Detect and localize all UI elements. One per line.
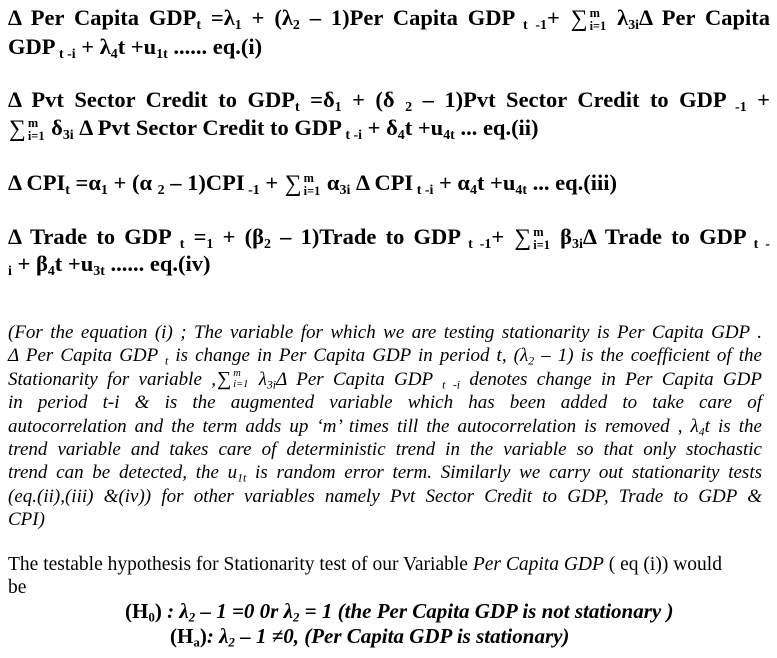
text-run: + (δ — [341, 87, 406, 112]
text-run: Δ Pvt Sector Credit to GDP — [73, 115, 342, 140]
explanation-paragraph — [8, 321, 762, 532]
subscript: 1 — [206, 236, 214, 252]
summation — [285, 172, 321, 198]
text-run: Δ Per Capita GDP — [8, 345, 165, 367]
text-run: (eq.(ii),(iii) &(iv)) for other variables namely Pvt Sector Credit to GDP, Trade to GDP & — [8, 485, 762, 507]
subscript: t — [294, 99, 300, 115]
summation-lower-limit: i=1 — [533, 237, 550, 252]
subscript: t — [179, 236, 185, 252]
summation-upper-limit: m — [303, 170, 314, 185]
explanation-line — [8, 485, 762, 508]
text-run: ... eq.(iii) — [527, 170, 618, 195]
equation-ii-line-1 — [8, 86, 770, 114]
text-run: ...... eq.(iv) — [104, 251, 211, 276]
text-run: denotes change in Per Capita GDP — [460, 368, 762, 390]
equation-i-line-1 — [8, 4, 770, 33]
subscript: 2 — [292, 17, 300, 33]
summation — [217, 369, 248, 391]
subscript: 1 — [334, 99, 342, 115]
text-run: is change in Per Capita GDP in period t, (λ — [168, 345, 529, 367]
text-run: t +u — [476, 170, 516, 195]
text-run: + — [547, 5, 570, 30]
text-run: Δ Pvt Sector Credit to GDP — [8, 87, 295, 112]
subscript: 3i — [266, 378, 277, 392]
summation-upper-limit: m — [233, 368, 241, 380]
text-run: δ — [45, 115, 63, 140]
subscript: t -i — [55, 46, 76, 62]
summation-symbol: ∑ — [284, 171, 302, 198]
summation-lower-limit: i=1 — [233, 379, 249, 391]
text-run: + (α — [107, 170, 158, 195]
alternative-hypothesis — [170, 624, 569, 649]
subscript: i — [8, 263, 12, 279]
subscript: -1 — [244, 182, 260, 198]
summation-symbol: ∑ — [216, 368, 232, 391]
summation-limits — [533, 226, 550, 252]
text-run: Δ Per Capita — [639, 5, 770, 30]
subscript: 2 — [292, 609, 300, 625]
text-run: =λ — [201, 5, 235, 30]
subscript: 3i — [628, 17, 640, 33]
summation-symbol: ∑ — [514, 225, 532, 252]
equation-i-line-2 — [8, 33, 770, 61]
text-run: – 1)CPI — [164, 170, 245, 195]
text-run: is random error term. Similarly we carry out stationarity tests — [246, 462, 762, 484]
text-run: be — [8, 577, 27, 598]
upright-text-run: ) — [154, 599, 162, 623]
subscript: 1t — [237, 471, 247, 485]
summation-upper-limit: m — [533, 224, 544, 239]
text-run: t +u — [117, 34, 157, 59]
subscript: 1t — [156, 46, 168, 62]
text-run: Δ Trade to GDP — [582, 224, 747, 249]
summation-symbol: ∑ — [9, 116, 26, 143]
explanation-line — [8, 368, 762, 391]
text-run: Δ Per Capita GDP — [276, 368, 443, 390]
subscript: t -i — [341, 127, 363, 143]
equation-iv-line-1 — [8, 223, 770, 252]
summation-lower-limit: i=1 — [27, 128, 45, 143]
text-run: CPI) — [8, 509, 45, 531]
text-run: + — [491, 224, 514, 249]
subscript: 3t — [93, 263, 105, 279]
subscript: t -1 — [515, 17, 548, 33]
subscript: -1 — [726, 99, 747, 115]
summation-limits — [590, 7, 607, 33]
subscript: t -1 — [461, 236, 492, 252]
text-run: – 1)Trade to GDP — [270, 224, 462, 249]
text-run: ( eq (i)) would — [603, 554, 722, 575]
subscript: a — [193, 634, 200, 650]
subscript: t — [65, 182, 70, 198]
text-run: – 1 ≠0, (Per Capita GDP is stationary) — [234, 624, 570, 648]
explanation-line — [8, 344, 762, 367]
null-hypothesis — [125, 599, 673, 624]
text-run: : λ — [206, 624, 229, 648]
text-run: The testable hypothesis for Stationarity test of our Variable — [8, 554, 473, 575]
subscript: 4 — [397, 127, 405, 143]
summation-symbol: ∑ — [570, 6, 588, 33]
text-run: λ — [607, 5, 629, 30]
text-run: = 1 (the Per Capita GDP is not stationary ) — [299, 599, 674, 623]
text-run: (For the equation (i) ; The variable for which we are testing stationarity is Per Capita GDP . — [8, 322, 762, 343]
subscript: 4 — [698, 424, 705, 438]
subscript: 2 — [228, 634, 235, 650]
summation-upper-limit: m — [27, 115, 39, 130]
subscript: t -i — [442, 378, 461, 392]
explanation-line — [8, 438, 762, 461]
subscript: 1 — [234, 17, 242, 33]
text-run: + — [746, 87, 770, 112]
text-run: + α — [433, 170, 470, 195]
summation-upper-limit: m — [589, 5, 600, 20]
equation-iv-line-2 — [8, 250, 770, 278]
explanation-line — [8, 321, 762, 344]
text-run: – 1 =0 0r λ — [195, 599, 293, 623]
summation — [514, 226, 550, 252]
text-run: – 1)Per Capita GDP — [299, 5, 516, 30]
text-run: λ — [249, 368, 267, 390]
summation-limits — [28, 117, 45, 143]
equation-ii-line-2 — [8, 114, 770, 143]
text-run: + λ — [75, 34, 111, 59]
italic-text-run: Per Capita GDP — [472, 554, 604, 575]
text-run: Stationarity for variable , — [8, 368, 216, 390]
hypothesis-intro-line — [8, 553, 774, 576]
text-run: Δ Trade to GDP — [8, 224, 180, 249]
subscript: 4 — [469, 182, 477, 198]
subscript: 2 — [188, 609, 196, 625]
text-run: Δ CPI — [350, 170, 414, 195]
text-run: + β — [11, 251, 48, 276]
explanation-line — [8, 461, 762, 484]
subscript: t — [196, 17, 202, 33]
text-run: : λ — [161, 599, 189, 623]
summation-lower-limit: i=1 — [589, 18, 607, 33]
text-run: Δ CPI — [8, 170, 66, 195]
subscript: 3i — [339, 182, 351, 198]
subscript: t -i — [413, 182, 434, 198]
text-run: ... eq.(ii) — [454, 115, 539, 140]
subscript: t — [165, 354, 169, 368]
subscript: t - — [746, 236, 771, 252]
summation-limits — [304, 172, 321, 198]
subscript: 3i — [62, 127, 74, 143]
subscript: 0 — [148, 609, 155, 625]
subscript: 3i — [571, 236, 583, 252]
subscript: 1 — [100, 182, 108, 198]
subscript: 4 — [47, 263, 55, 279]
text-run: GDP — [8, 34, 56, 59]
text-run: t +u — [404, 115, 444, 140]
text-run: ...... eq.(i) — [167, 34, 263, 59]
text-run: – 1) is the coefficient of the — [534, 345, 762, 367]
text-run: = — [184, 224, 207, 249]
text-run: – 1)Pvt Sector Credit to GDP — [412, 87, 727, 112]
explanation-line — [8, 415, 762, 438]
text-run: + (β — [213, 224, 264, 249]
equation-iii-line-1 — [8, 169, 770, 198]
subscript: 4 — [110, 46, 118, 62]
subscript: 4t — [443, 127, 455, 143]
text-run: autocorrelation and the term adds up ‘m’ times till the autocorrelation is removed , λ — [8, 415, 699, 437]
subscript: 2 — [157, 182, 165, 198]
text-run: α — [321, 170, 340, 195]
explanation-line — [8, 508, 762, 531]
subscript: 2 — [528, 354, 535, 368]
text-run: t is the — [704, 415, 762, 437]
upright-text-run: ) — [199, 624, 207, 648]
text-run: Δ Per Capita GDP — [8, 5, 197, 30]
text-run: =α — [69, 170, 101, 195]
text-run: β — [550, 224, 572, 249]
text-run: in period t-i & is the augmented variable which has been added to take care of — [8, 392, 762, 414]
summation — [9, 117, 45, 143]
text-run: + — [259, 170, 284, 195]
summation-limits — [233, 369, 248, 391]
text-run: + (λ — [241, 5, 293, 30]
text-run: t +u — [54, 251, 94, 276]
hypothesis-intro — [8, 553, 774, 599]
text-run: + δ — [362, 115, 398, 140]
subscript: 2 — [263, 236, 271, 252]
hypothesis-intro-line — [8, 576, 774, 599]
summation — [571, 7, 607, 33]
text-run: trend can be detected, the u — [8, 462, 238, 484]
text-run: =δ — [299, 87, 335, 112]
explanation-line — [8, 391, 762, 414]
upright-text-run: (H — [170, 624, 194, 648]
subscript: 4t — [515, 182, 528, 198]
summation-lower-limit: i=1 — [303, 183, 321, 198]
upright-text-run: (H — [125, 599, 149, 623]
text-run: trend variable and takes care of deterministic trend in the variable so that only stochastic — [8, 438, 762, 460]
subscript: 2 — [405, 99, 413, 115]
